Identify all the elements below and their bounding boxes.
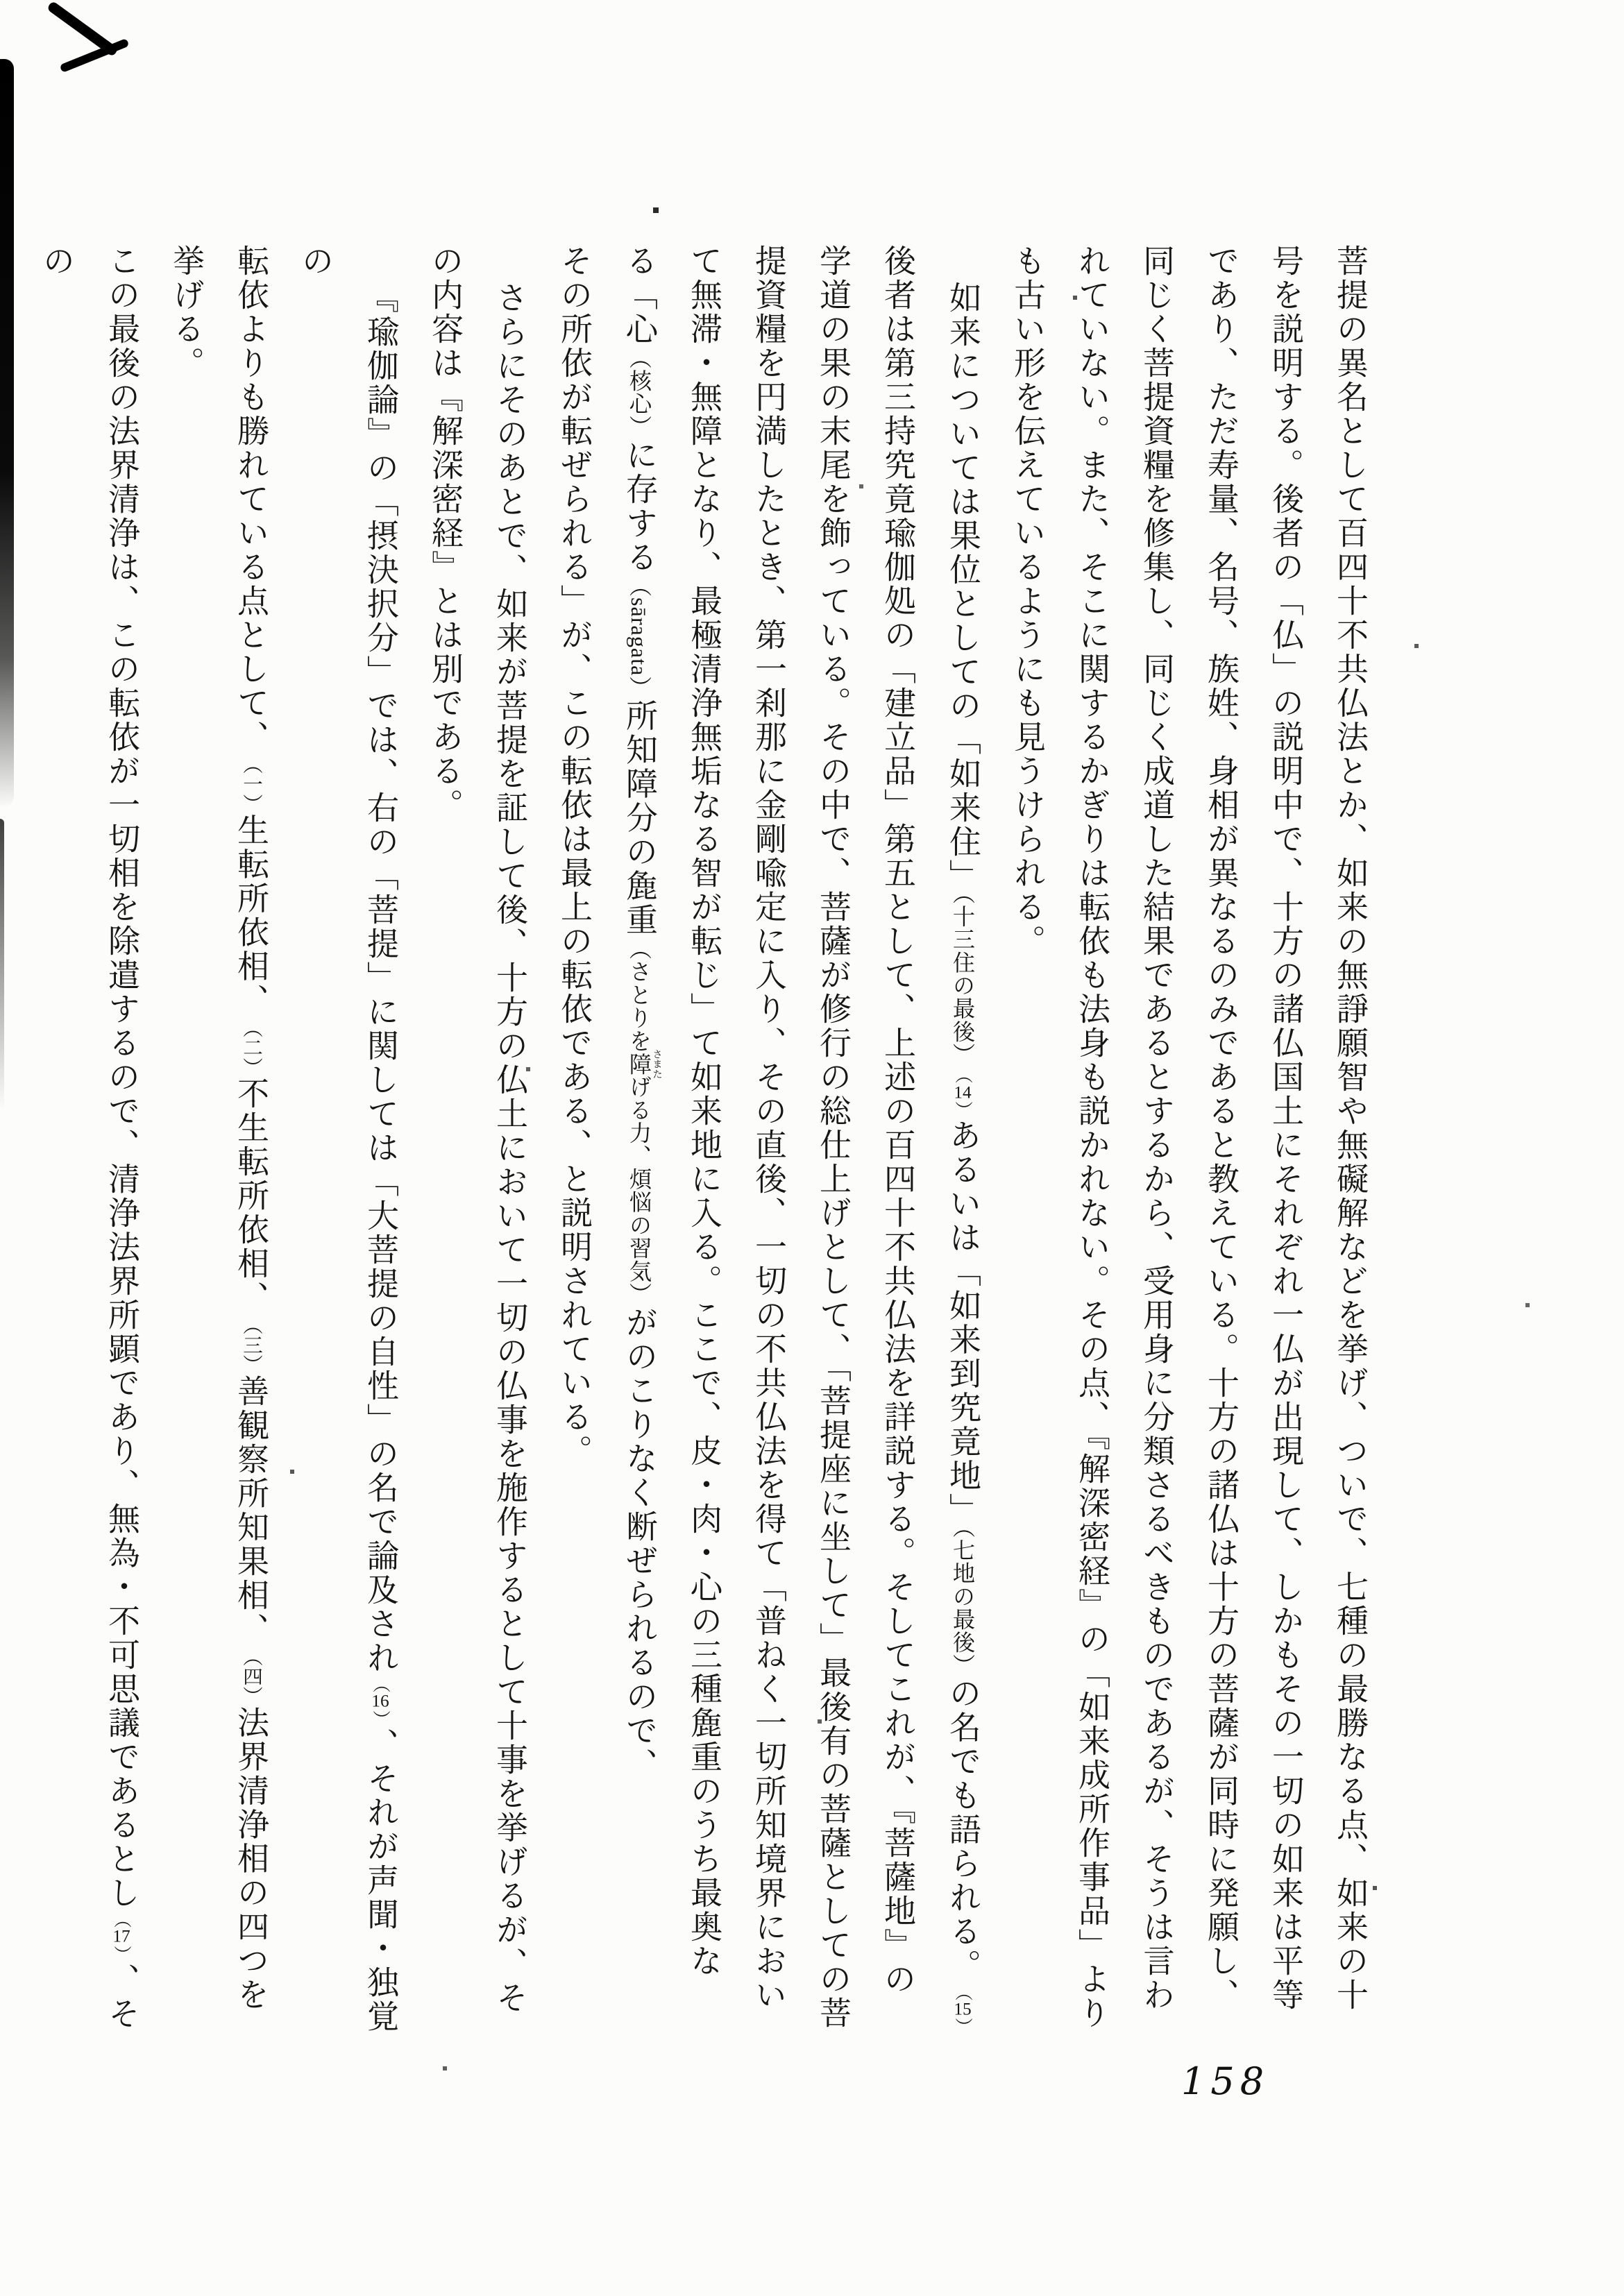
text-column: 『瑜伽論』の「摂決択分」では、右の「菩提」に関しては「大菩提の自性」の名で論及され︵ 16 ︶、それが声聞・独覚の [283,244,413,2038]
scan-artifact-streak-lower [0,819,4,1110]
text-column: る「心（核心）に存する（sāragata）所知障分の麁重（さとりを障 さまたげる力、煩悩の習気）がのこりなく断ぜられるので、 [622,244,662,1782]
text-column: 同じく菩提資糧を修集し、同じく成道した結果であるとするから、受用身に分類さるべきものであるが、そうは言わ [1139,244,1174,2012]
text-column: 如来については果位としての「如来住」（十三住の最後）︵ 14 ︶あるいは「如来到究竟地」（七地の最後）の名でも語られる。︵ 15 ︶ [930,244,995,2038]
text-column: 転依よりも勝れている点として、︵ 一 ︶生転所依相、︵ 二 ︶不生転所依相、︵ 三 ︶善観察所知果相、︵ 四 ︶法界清浄相の四つを挙げる。 [154,244,283,2038]
text-block [39,244,1382,2038]
text-column: て無滞・無障となり、最極清浄無垢なる智が転じ」て如来地に入る。ここで、皮・肉・心の三種麁重のうち最奥な [686,244,722,1978]
footnote-marker: ︵ 16 ︶ [371,1675,390,1728]
text-column: 提資糧を円満したとき、第一刹那に金剛喩定に入り、その直後、一切の不共仏法を得て「普ねく一切所知境界におい [751,244,786,2012]
footnote-marker: ︵ 14 ︶ [953,1066,972,1119]
text-column: であり、ただ寿量、名号、族姓、身相が異なるのみであると教えている。十方の諸仏は十方の菩薩が同時に発願し、 [1203,244,1239,2012]
furigana: さまた [651,1048,662,1079]
inline-annotation: （sāragata） [627,574,652,699]
text-column: さらにそのあとで、如来が菩提を証して後、十方の仏土において一切の仏事を施作するとして十事を挙げるが、そ [492,280,527,2015]
text-column: の内容は『解深密経』とは別である。 [428,244,463,822]
footnote-marker: ︵ 15 ︶ [953,1983,972,2036]
text-column: この最後の法界清浄は、この転依が一切相を除遣するので、清浄法界所顕であり、無為・不可思議であるとし︵ 17 ︶、その [24,244,154,2038]
scan-artifact-specks [0,0,1,1]
text-column: も古い形を伝えているようにも見うけられる。 [1010,244,1045,958]
inline-annotation: （七地の最後） [950,1527,975,1677]
text-column: 後者は第三持究竟瑜伽処の「建立品」第五として、上述の百四十不共仏法を詳説する。そしてこれが、『菩薩地』の [880,244,915,1996]
text-column: 学道の果の末尾を飾っている。その中で、菩薩が修行の総仕上げとして、「菩提座に坐して」最後有の菩薩としての菩 [815,244,851,2030]
list-enumerator: ︵ 二 ︶ [240,1018,262,1078]
text-column: 菩提の異名として百四十不共仏法とか、如来の無諍願智や無礙解などを挙げ、ついで、七種の最勝なる点、如来の十 [1333,244,1368,2012]
footnote-marker: ︵ 17 ︶ [112,1910,131,1963]
list-enumerator: ︵ 一 ︶ [240,754,262,814]
ruby-annotated-text: 障 さまた [627,1048,662,1079]
inline-annotation: げる力、煩悩の習気） [627,1075,652,1306]
list-enumerator: ︵ 四 ︶ [240,1647,262,1706]
text-column: その所依が転ぜられる」が、この転依は最上の転依である、と説明されている。 [557,244,592,1468]
page-number: 158 [1181,2059,1270,2103]
inline-annotation [627,1048,662,1079]
text-column: れていない。また、そこに関するかぎりは転依も法身も説かれない。その点、『解深密経』の「如来成所作事品」より [1074,244,1110,2030]
scan-artifact-streak [0,59,14,808]
inline-annotation: （さとりを [627,937,652,1053]
inline-annotation: （核心） [627,346,652,439]
list-enumerator: ︵ 三 ︶ [240,1315,262,1375]
inline-annotation: （十三住の最後） [950,892,975,1066]
text-column: 号を説明する。後者の「仏」の説明中で、十方の諸仏国土にそれぞれ一仏が出現して、しかもその一切の如来は平等 [1268,244,1303,2012]
